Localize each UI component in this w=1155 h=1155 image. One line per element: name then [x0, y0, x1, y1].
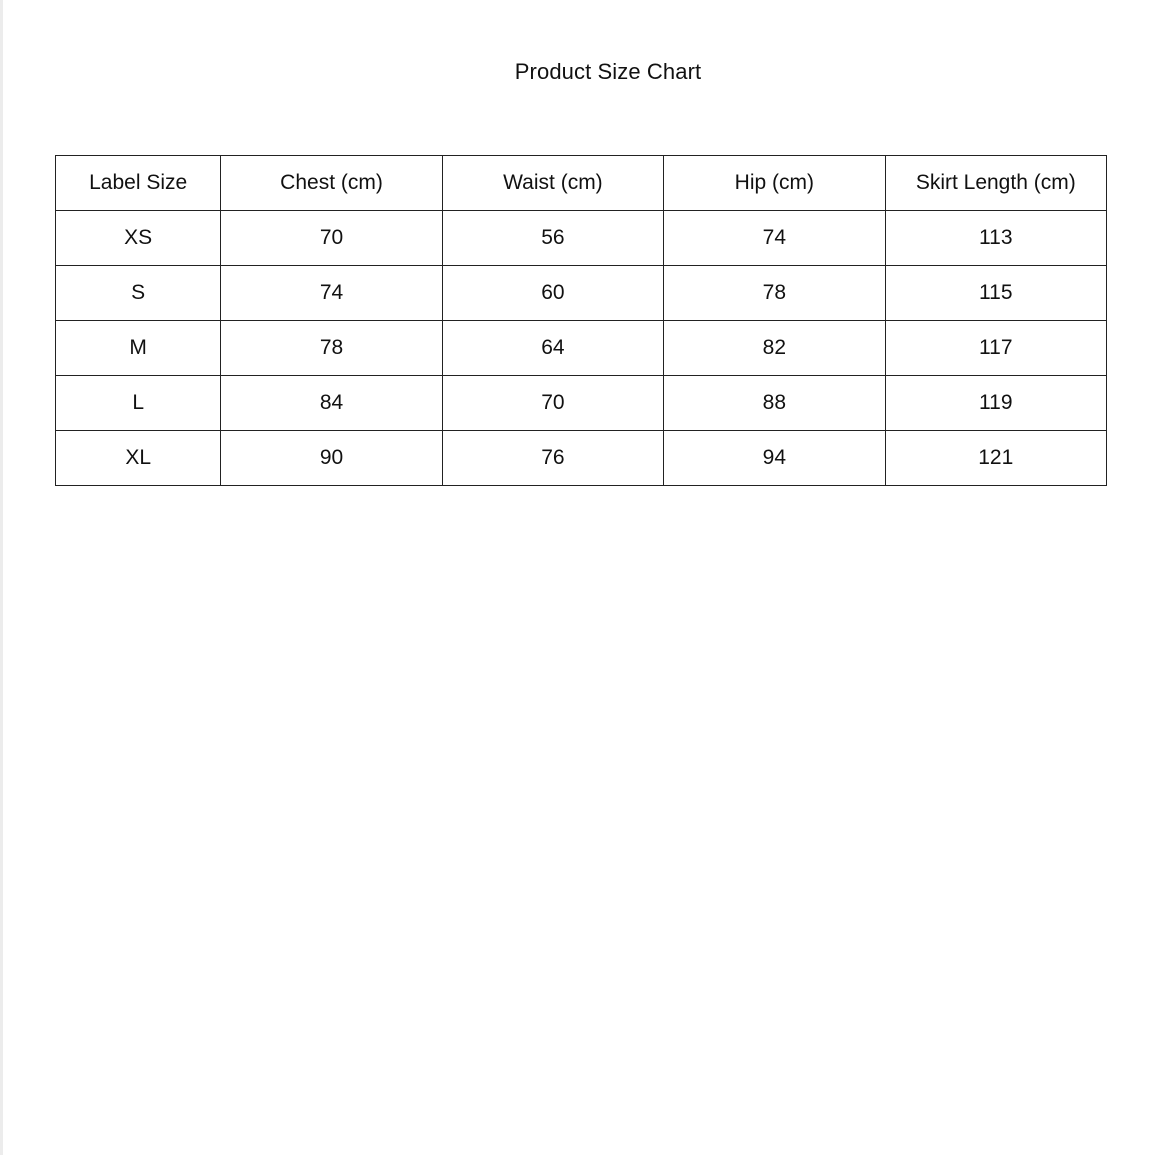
size-chart-table [55, 155, 1107, 486]
page-left-edge [0, 0, 3, 1155]
cell-hip: 74 [664, 211, 885, 266]
cell-skirt-length: 121 [885, 431, 1106, 486]
cell-waist: 56 [442, 211, 663, 266]
cell-skirt-length: 115 [885, 266, 1106, 321]
cell-waist: 64 [442, 321, 663, 376]
cell-hip: 88 [664, 376, 885, 431]
cell-hip: 82 [664, 321, 885, 376]
cell-chest: 74 [221, 266, 442, 321]
cell-label-size: M [56, 321, 221, 376]
table-row [56, 376, 1107, 431]
table-row [56, 431, 1107, 486]
header-hip: Hip (cm) [664, 156, 885, 211]
table-row [56, 211, 1107, 266]
cell-hip: 78 [664, 266, 885, 321]
header-skirt-length: Skirt Length (cm) [885, 156, 1106, 211]
cell-waist: 60 [442, 266, 663, 321]
header-waist: Waist (cm) [442, 156, 663, 211]
cell-label-size: S [56, 266, 221, 321]
cell-chest: 78 [221, 321, 442, 376]
cell-chest: 84 [221, 376, 442, 431]
table-header-row [56, 156, 1107, 211]
cell-skirt-length: 117 [885, 321, 1106, 376]
cell-chest: 70 [221, 211, 442, 266]
cell-label-size: L [56, 376, 221, 431]
cell-label-size: XS [56, 211, 221, 266]
header-chest: Chest (cm) [221, 156, 442, 211]
table-row [56, 266, 1107, 321]
cell-label-size: XL [56, 431, 221, 486]
table-row [56, 321, 1107, 376]
cell-waist: 76 [442, 431, 663, 486]
cell-chest: 90 [221, 431, 442, 486]
header-label-size: Label Size [56, 156, 221, 211]
cell-skirt-length: 113 [885, 211, 1106, 266]
page-title: Product Size Chart [514, 59, 702, 84]
cell-hip: 94 [664, 431, 885, 486]
cell-skirt-length: 119 [885, 376, 1106, 431]
cell-waist: 70 [442, 376, 663, 431]
